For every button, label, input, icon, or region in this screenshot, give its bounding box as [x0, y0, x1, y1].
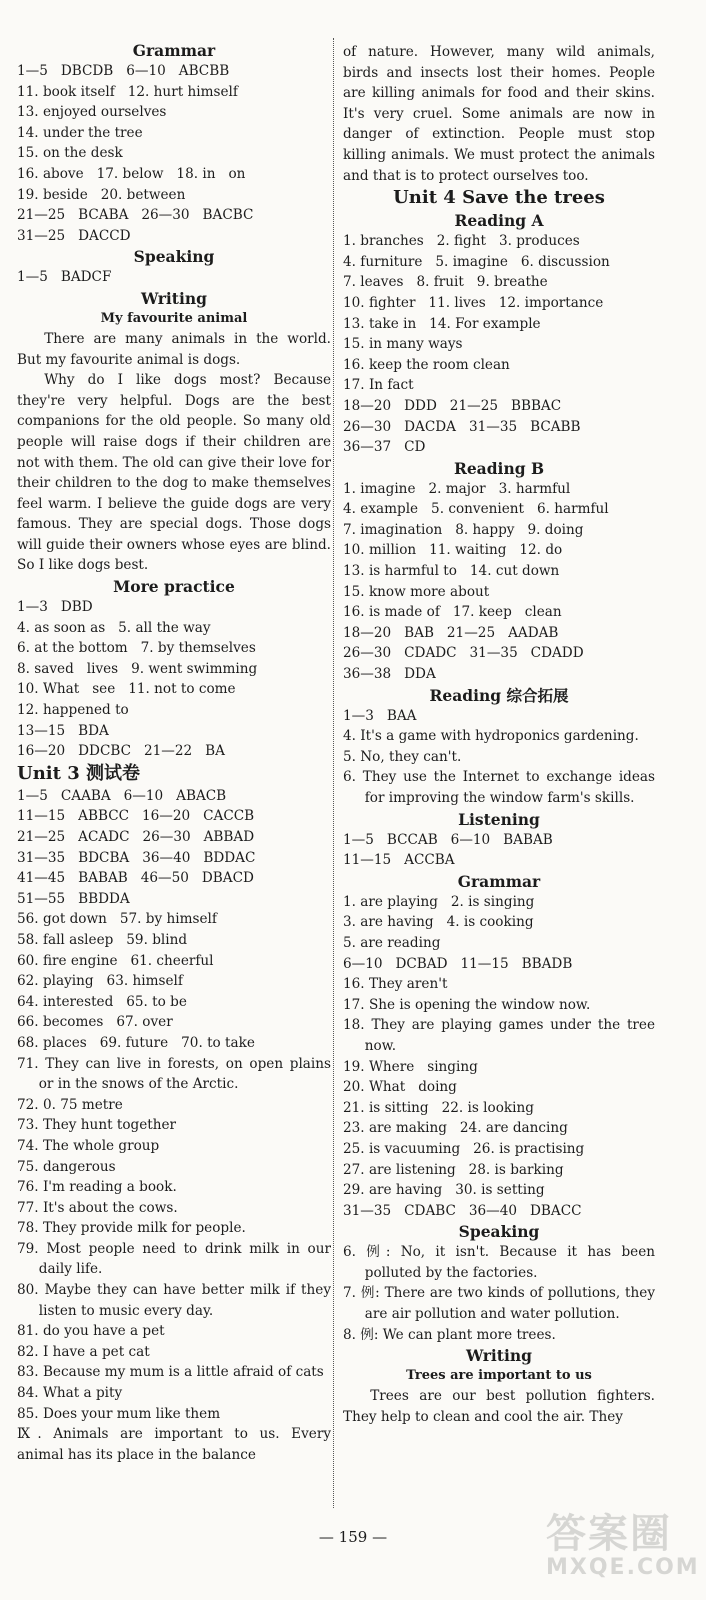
left-column [17, 40, 331, 1465]
answer-line: 11. book itself 12. hurt himself [17, 83, 238, 100]
answer-line: 16. They aren't [343, 976, 448, 993]
unit-heading: Unit 4 Save the trees [393, 187, 605, 209]
answer-line: 6. They use the Internet to exchange ideas for improving the window farm's skills. [343, 769, 655, 806]
answer-line: 21. is sitting 22. is looking [343, 1099, 534, 1116]
answer-line: 19. Where singing [343, 1058, 478, 1075]
essay-paragraph: Ⅸ. Animals are important to us. Every animal has its place in the balance [17, 1426, 331, 1463]
answer-line: 1. imagine 2. major 3. harmful [343, 480, 571, 497]
watermark-top: 答案圈 [546, 1511, 672, 1557]
section-heading: Writing [141, 288, 207, 308]
answer-line: 1—5 BADCF [17, 269, 112, 286]
answer-line: 56. got down 57. by himself [17, 911, 217, 928]
unit-heading: Unit 3 测试卷 [17, 762, 140, 784]
essay-paragraph: Why do I like dogs most? Because they're very helpful. Dogs are the best companions for the old people. So many old people will raise dogs if their children are not with them. The old can give their love for their children to the dog to make themselves feel warm. I believe the guide dogs are very famous. They are special dogs. Those dogs will guide their owners whose eyes are blind. So I like dogs best. [17, 372, 331, 574]
answer-line: 31—35 BDCBA 36—40 BDDAC [17, 849, 256, 866]
answer-line: 18—20 BAB 21—25 AADAB [343, 624, 559, 641]
answer-line: 73. They hunt together [17, 1117, 177, 1134]
answer-line: 10. million 11. waiting 12. do [343, 542, 563, 559]
answer-line: 4. furniture 5. imagine 6. discussion [343, 253, 610, 270]
answer-line: 6. 例: No, it isn't. Because it has been polluted by the factories. [343, 1244, 655, 1281]
answer-line: 31—25 DACCD [17, 227, 131, 244]
answer-line: 3. are having 4. is cooking [343, 914, 534, 931]
answer-line: 8. 例: We can plant more trees. [343, 1326, 556, 1343]
answer-line: 15. in many ways [343, 336, 463, 353]
answer-line: 4. example 5. convenient 6. harmful [343, 501, 609, 518]
answer-line: 5. No, they can't. [343, 748, 462, 765]
answer-line: 68. places 69. future 70. to take [17, 1034, 255, 1051]
section-heading: Reading B [453, 458, 545, 478]
answer-line: 4. as soon as 5. all the way [17, 619, 211, 636]
answer-line: 58. fall asleep 59. blind [17, 931, 188, 948]
section-heading: More practice [113, 577, 235, 597]
answer-line: 18. They are playing games under the tree now. [343, 1017, 655, 1054]
answer-line: 8. saved lives 9. went swimming [17, 660, 258, 677]
answer-line: 7. 例: There are two kinds of pollutions, they are air pollution and water pollution. [343, 1285, 655, 1323]
answer-line: 5. are reading [343, 934, 441, 951]
answer-line: 27. are listening 28. is barking [343, 1161, 564, 1178]
answer-line: 1—5 BCCAB 6—10 BABAB [343, 831, 553, 848]
answer-line: 13. is harmful to 14. cut down [343, 563, 560, 580]
essay-paragraph: There are many animals in the world. But my favourite animal is dogs. [17, 330, 331, 368]
answer-line: 78. They provide milk for people. [17, 1220, 246, 1237]
answer-line: 76. I'm reading a book. [17, 1179, 177, 1196]
answer-line: 21—25 ACADC 26—30 ABBAD [17, 829, 255, 845]
answer-line: 12. happened to [17, 702, 129, 719]
answer-line: 14. under the tree [17, 124, 143, 141]
answer-line: 81. do you have a pet [17, 1323, 165, 1340]
answer-line: 16. above 17. below 18. in on [17, 165, 246, 182]
answer-line: 66. becomes 67. over [17, 1014, 173, 1031]
section-heading: Grammar [132, 41, 216, 60]
answer-line: 20. What doing [343, 1079, 457, 1096]
answer-line: 7. imagination 8. happy 9. doing [343, 521, 584, 538]
answer-line: 77. It's about the cows. [17, 1199, 178, 1216]
answer-line: 21—25 BCABA 26—30 BACBC [17, 207, 254, 224]
section-heading: Grammar [457, 871, 541, 891]
answer-line: 1—3 DBD [17, 599, 93, 616]
answer-line: 84. What a pity [17, 1385, 123, 1402]
answer-line: 15. know more about [343, 583, 490, 600]
column-divider [333, 38, 334, 1508]
answer-line: 36—38 DDA [343, 666, 436, 683]
answer-line: 16. is made of 17. keep clean [343, 604, 562, 621]
answer-line: 7. leaves 8. fruit 9. breathe [343, 274, 548, 291]
answer-line: 74. The whole group [17, 1137, 160, 1154]
watermark-logo [546, 1511, 700, 1586]
answer-line: 62. playing 63. himself [17, 973, 183, 990]
answer-line: 79. Most people need to drink milk in our daily life. [17, 1240, 331, 1278]
essay-paragraph: Trees are our best pollution fighters. They help to clean and cool the air. They [343, 1388, 655, 1425]
essay-paragraph: of nature. However, many wild animals, birds and insects lost their homes. People are killing animals for food and their skins. It's very cruel. Some animals are now in danger of extinction. People must stop killing animals. We must protect the animals and that is to protect ourselves too. [343, 44, 655, 184]
answer-line: 18—20 DDD 21—25 BBBAC [343, 397, 562, 414]
answer-line: 1—5 CAABA 6—10 ABACB [17, 787, 227, 804]
answer-line: 82. I have a pet cat [17, 1343, 150, 1360]
answer-line: 64. interested 65. to be [17, 993, 187, 1010]
answer-line: 26—30 DACDA 31—35 BCABB [343, 418, 581, 435]
answer-line: 83. Because my mum is a little afraid of cats [17, 1364, 324, 1381]
essay-title: Trees are important to us [406, 1368, 592, 1384]
answer-line: 26—30 CDADC 31—35 CDADD [343, 645, 584, 662]
answer-line: 6—10 DCBAD 11—15 BBADB [343, 955, 573, 972]
answer-line: 75. dangerous [17, 1158, 116, 1175]
answer-line: 19. beside 20. between [17, 186, 186, 203]
right-column [343, 42, 655, 1427]
answer-line: 51—55 BBDDA [17, 890, 130, 907]
answer-line: 85. Does your mum like them [17, 1405, 221, 1422]
answer-line: 13. take in 14. For example [343, 315, 541, 332]
section-heading: Listening [458, 809, 540, 829]
answer-line: 10. fighter 11. lives 12. importance [343, 294, 604, 311]
answer-line: 25. is vacuuming 26. is practising [343, 1140, 585, 1157]
answer-line: 11—15 ABBCC 16—20 CACCB [17, 808, 255, 825]
section-heading: Speaking [458, 1222, 540, 1242]
answer-line: 16—20 DDCBC 21—22 BA [17, 743, 225, 760]
answer-line: 36—37 CD [343, 439, 426, 456]
answer-line: 6. at the bottom 7. by themselves [17, 640, 256, 657]
answer-line: 13—15 BDA [17, 722, 109, 739]
answer-line: 72. 0. 75 metre [17, 1096, 123, 1113]
answer-line: 4. It's a game with hydroponics gardening. [343, 728, 639, 745]
answer-line: 15. on the desk [17, 145, 123, 162]
answer-line: 1. are playing 2. is singing [343, 893, 535, 910]
essay-title: My favourite animal [100, 310, 248, 326]
answer-line: 41—45 BABAB 46—50 DBACD [17, 870, 254, 887]
section-heading: Reading A [454, 211, 544, 231]
answer-line: 1—5 DBCDB 6—10 ABCBB [17, 63, 230, 79]
answer-line: 10. What see 11. not to come [17, 681, 236, 698]
answer-line: 17. In fact [343, 377, 414, 394]
answer-line: 23. are making 24. are dancing [343, 1120, 568, 1137]
answer-line: 11—15 ACCBA [343, 852, 455, 869]
answer-line: 31—35 CDABC 36—40 DBACC [343, 1202, 582, 1219]
watermark-bottom: MXQE.COM [546, 1555, 700, 1580]
answer-line: 80. Maybe they can have better milk if they listen to music every day. [17, 1282, 331, 1319]
answer-line: 13. enjoyed ourselves [17, 104, 167, 121]
answer-line: 1. branches 2. fight 3. produces [343, 233, 580, 250]
section-heading: Writing [466, 1346, 532, 1366]
answer-line: 16. keep the room clean [343, 356, 510, 373]
answer-line: 60. fire engine 61. cheerful [17, 952, 214, 969]
answer-line: 17. She is opening the window now. [343, 996, 591, 1013]
answer-line: 71. They can live in forests, on open plains or in the snows of the Arctic. [17, 1055, 331, 1093]
section-heading: Speaking [133, 247, 215, 267]
answer-line: 29. are having 30. is setting [343, 1182, 545, 1199]
answer-line: 1—3 BAA [343, 707, 417, 724]
page-number: — 159 — [318, 1528, 388, 1546]
section-heading: Reading 综合拓展 [429, 685, 569, 705]
